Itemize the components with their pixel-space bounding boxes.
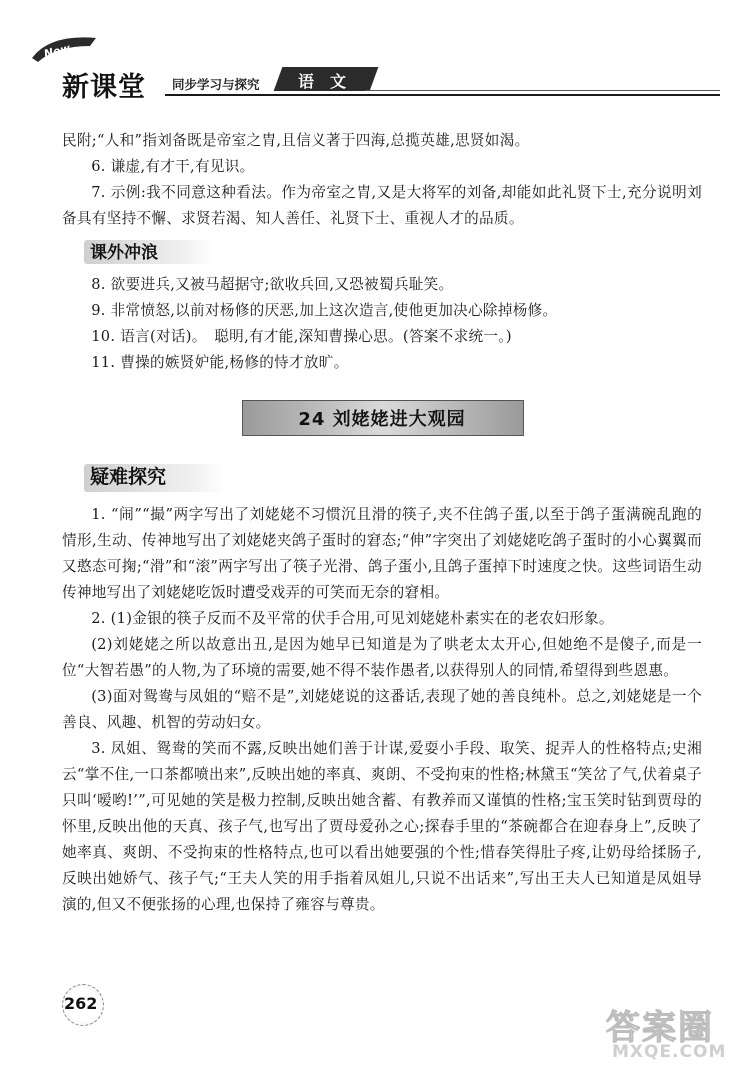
watermark — [600, 1000, 740, 1070]
brand-title: 新课堂 — [62, 72, 146, 103]
page-number-badge — [62, 984, 114, 1024]
badge-text: New — [42, 41, 72, 61]
header-rule — [165, 94, 720, 96]
section-heading-extra-reading — [62, 236, 702, 270]
section-heading-difficult-inquiry — [62, 456, 702, 500]
header-rule-thin — [365, 90, 720, 91]
answer-7: 7. 示例:我不同意这种看法。作为帝室之胄,又是大将军的刘备,却能如此礼贤下士,充分说明刘备具有坚持不懈、求贤若渴、知人善任、礼贤下士、重视人才的品质。 — [62, 184, 702, 227]
subject-label: 语文 — [298, 72, 363, 91]
series-title: 同步学习与探究 — [172, 77, 260, 92]
answer-11: 11. 曹操的嫉贤妒能,杨修的恃才放旷。 — [91, 354, 349, 371]
inquiry-answer-1: 1. “闹”“撮”两字写出了刘姥姥不习惯沉且滑的筷子,夹不住鸽子蛋,以至于鸽子蛋满碗乱跑的情形,生动、传神地写出了刘姥姥夹鸽子蛋时的窘态;“伸”字突出了刘姥姥吃鸽子蛋时的小心翼翼而又憨态可掬;“滑”和“滚”两字写出了筷子光滑、鸽子蛋小,且鸽子蛋掉下时速度之快。这些词语生动传神地写出了刘姥姥吃饭时遭受戏弄的可笑而无奈的窘相。 — [62, 506, 702, 601]
inquiry-answer-2-3: (3)面对鸳鸯与凤姐的“赔不是”,刘姥姥说的这番话,表现了她的善良纯朴。总之,刘姥姥是一个善良、风趣、机智的劳动妇女。 — [62, 688, 702, 731]
answer-5-tail: 民附;“人和”指刘备既是帝室之胄,且信义著于四海,总揽英雄,思贤如渴。 — [62, 132, 530, 149]
answer-9: 9. 非常愤怒,以前对杨修的厌恶,加上这次造言,使他更加决心除掉杨修。 — [91, 302, 558, 319]
section-heading-text: 疑难探究 — [90, 466, 167, 488]
answer-content — [62, 128, 702, 918]
new-badge-icon — [30, 32, 100, 66]
answer-8: 8. 欲要进兵,又被马超据守;欲收兵回,又恐被蜀兵耻笑。 — [91, 276, 454, 293]
inquiry-answer-2-2: (2)刘姥姥之所以故意出丑,是因为她早已知道是为了哄老太太开心,但她绝不是傻子,而是一位“大智若愚”的人物,为了环境的需要,她不得不装作愚者,以获得别人的同情,希望得到些恩惠。 — [62, 636, 702, 679]
watermark-bottom-text: MXQE.COM — [612, 1042, 727, 1062]
section-heading-text: 课外冲浪 — [90, 243, 158, 263]
answer-6: 6. 谦虚,有才干,有见识。 — [91, 158, 255, 175]
page-header — [30, 20, 720, 103]
answer-10: 10. 语言(对话)。 聪明,有才能,深知曹操心思。(答案不求统一。) — [91, 328, 512, 345]
inquiry-answer-2-1: 2. (1)金银的筷子反而不及平常的伏手合用,可见刘姥姥朴素实在的老农妇形象。 — [91, 610, 614, 627]
lesson-title: 24 刘姥姥进大观园 — [298, 409, 466, 430]
inquiry-answer-3: 3. 凤姐、鸳鸯的笑而不露,反映出她们善于计谋,爱耍小手段、取笑、捉弄人的性格特点;史湘云“掌不住,一口茶都喷出来”,反映出她的率真、爽朗、不受拘束的性格;林黛玉“笑岔了气,伏着桌子只叫‘嗳哟!’”,可见她的笑是极力控制,反映出她含蓄、有教养而又谨慎的性格;宝玉笑时钻到贾母的怀里,反映出他的天真、孩子气,也写出了贾母爱孙之心;探春手里的“茶碗都合在迎春身上”,反映了她率真、爽朗、不受拘束的性格特点,也可以看出她要强的个性;惜春笑得肚子疼,让奶母给揉肠子,反映出她娇气、孩子气;“王夫人笑的用手指着凤姐儿,只说不出话来”,写出王夫人已知道是凤姐导演的,但又不便张扬的心理,也保持了雍容与尊贵。 — [62, 740, 702, 913]
page-number: 262 — [64, 994, 98, 1013]
watermark-top-text: 答案圈 — [606, 1008, 714, 1048]
lesson-title-banner — [62, 386, 702, 442]
